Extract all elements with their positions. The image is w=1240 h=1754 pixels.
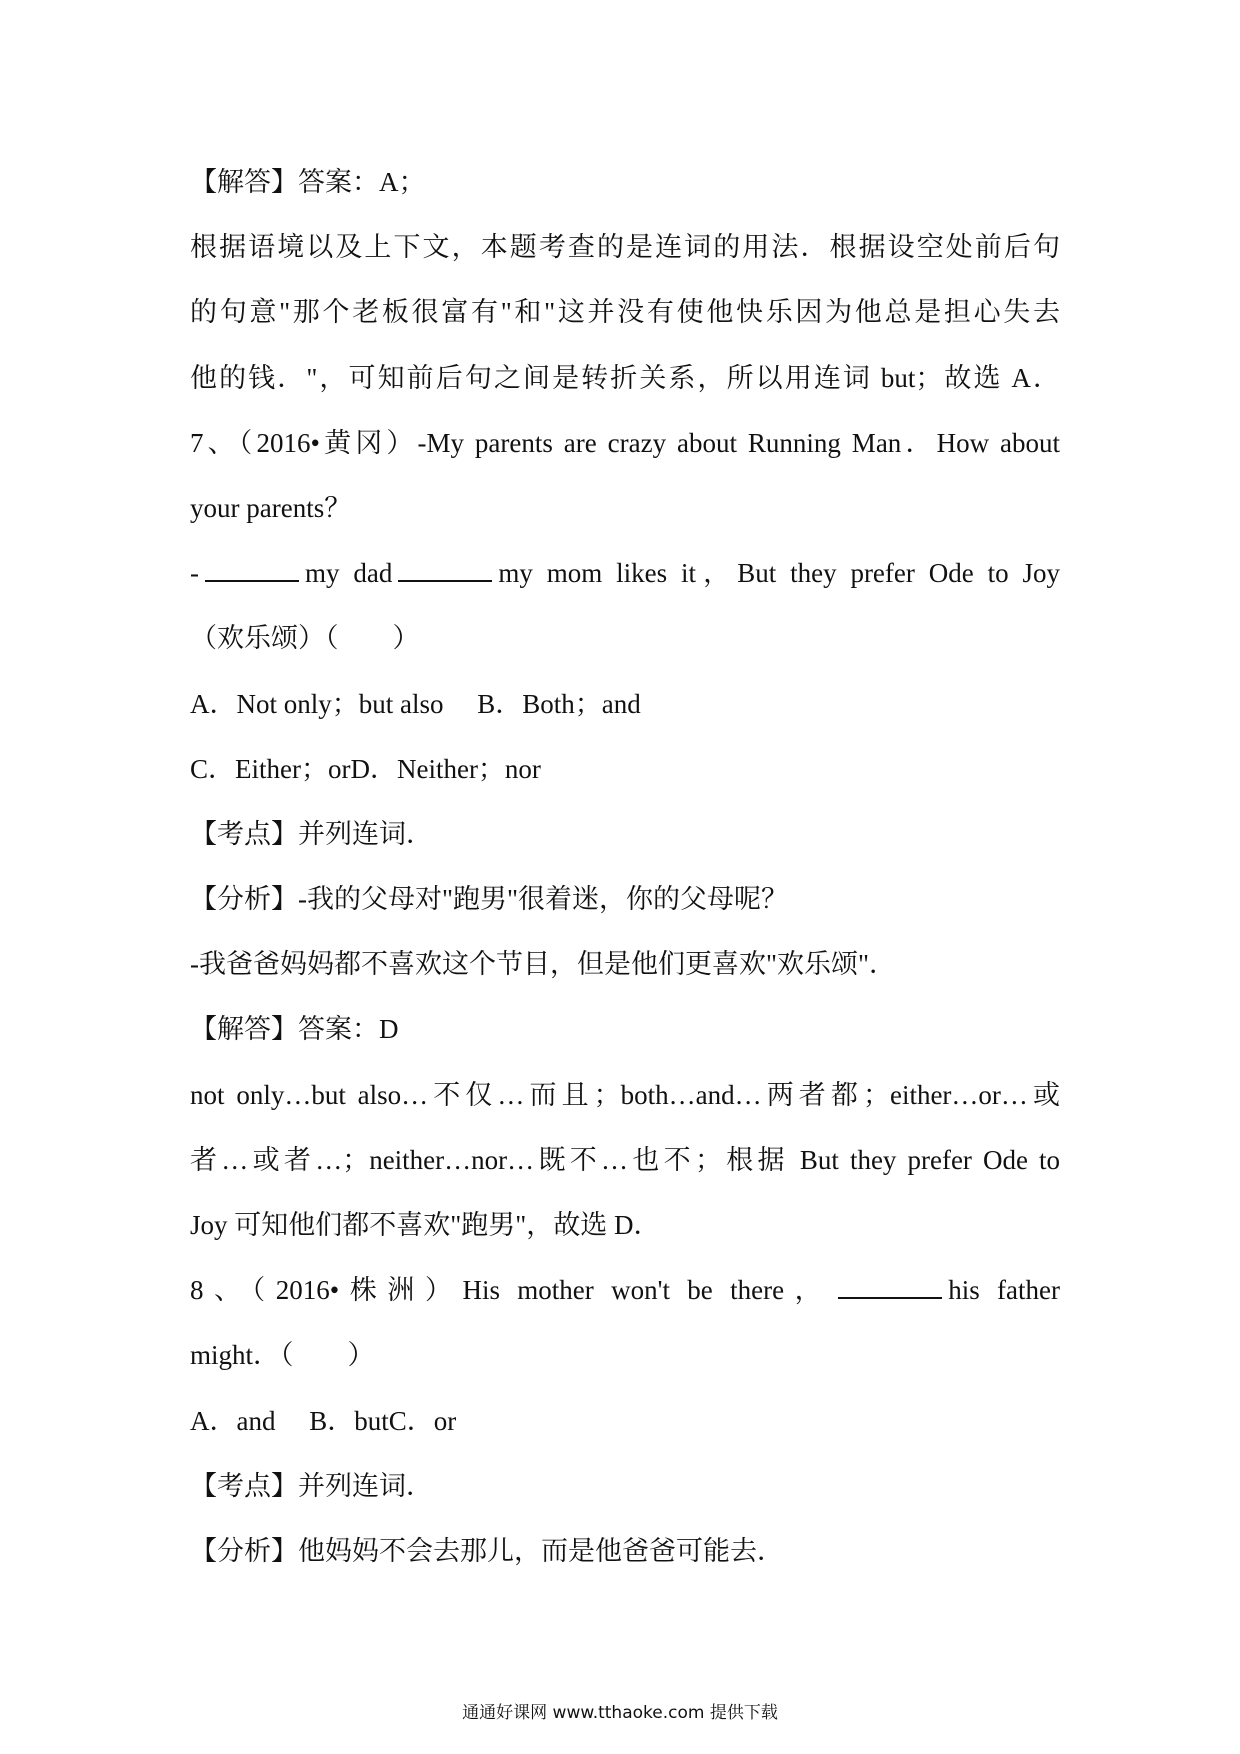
text-line: 他的钱．"，可知前后句之间是转折关系，所以用连词 but；故选 A．: [190, 362, 1060, 393]
question-7-stem: 7、（2016•黄冈）-My parents are crazy about Running Man．How about: [190, 427, 1060, 458]
text-line: 者…或者…；neither…nor…既不…也不；根据 But they prefer Ode to: [190, 1144, 1060, 1175]
answer-blank: [838, 1269, 942, 1299]
text-line: （欢乐颂）（ ）: [190, 623, 420, 654]
answer-blank: [205, 552, 299, 582]
text-line: might．（ ）: [190, 1340, 375, 1371]
analysis: 【分析】他妈妈不会去那儿，而是他爸爸可能去．: [190, 1535, 784, 1566]
text-line: your parents？: [190, 492, 352, 523]
answer: 【解答】答案：D: [190, 1014, 399, 1045]
question-7-options: C．Either；orD．Neither；nor: [190, 753, 541, 784]
text-line: -我爸爸妈妈都不喜欢这个节目，但是他们更喜欢"欢乐颂"．: [190, 949, 897, 980]
document-body: [190, 157, 1060, 1591]
knowledge-point: 【考点】并列连词．: [190, 818, 433, 849]
text-line: Joy 可知他们都不喜欢"跑男"，故选 D．: [190, 1210, 661, 1240]
question-7-fill-line: [190, 548, 1060, 613]
text-line: 的句意"那个老板很富有"和"这并没有使他快乐因为他总是担心失去: [190, 297, 1060, 328]
q7-prefix: -: [190, 558, 199, 589]
question-7-options: A．Not only；but also B．Both；and: [190, 688, 641, 719]
text-line: not only…but also…不仅…而且；both…and…两者都；either…or…或: [190, 1079, 1060, 1110]
text-line: 根据语境以及上下文，本题考查的是连词的用法．根据设空处前后句: [190, 232, 1060, 263]
knowledge-point: 【考点】并列连词．: [190, 1470, 433, 1501]
page-footer: 通通好课网 www.tthaoke.com 提供下载: [462, 1703, 778, 1723]
text-line: 【解答】答案：A；: [190, 167, 426, 197]
question-8-stem: [190, 1265, 1060, 1330]
q7-suffix: my mom likes it，But they prefer Ode to Joy: [498, 558, 1060, 589]
question-8-options: A．and B．butC．or: [190, 1405, 457, 1436]
analysis: 【分析】-我的父母对"跑男"很着迷，你的父母呢？: [190, 884, 789, 915]
q8-prefix: 8、（2016•株洲）His mother won't be there，: [190, 1275, 833, 1306]
answer-blank: [398, 552, 492, 582]
q7-middle: my dad: [305, 558, 393, 589]
q8-suffix: his father: [948, 1275, 1060, 1306]
